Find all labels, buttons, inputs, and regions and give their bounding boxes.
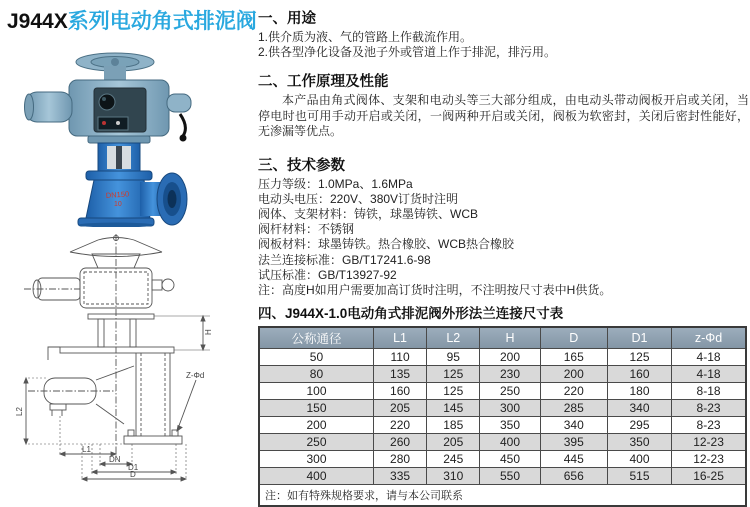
dim-label-zd: Z-Φd xyxy=(186,371,205,380)
table-cell: 245 xyxy=(427,451,480,468)
tech-line-pressure: 压力等级：1.0MPa、1.6MPa xyxy=(258,176,413,191)
section-usage-heading: 一、用途 xyxy=(258,11,316,27)
table-row xyxy=(259,434,746,451)
table-cell: 285 xyxy=(540,400,607,417)
table-cell: 250 xyxy=(259,434,373,451)
table-row xyxy=(259,349,746,366)
table-cell: 200 xyxy=(540,366,607,383)
table-cell: 250 xyxy=(480,383,540,400)
table-cell: 340 xyxy=(540,417,607,434)
table-cell: 310 xyxy=(427,468,480,485)
table-header-cell: L2 xyxy=(427,327,480,349)
section-principle-heading: 二、工作原理及性能 xyxy=(258,74,389,90)
tech-line-disc-material: 阀板材料：球墨铸铁。热合橡胶、WCB热合橡胶 xyxy=(258,237,514,252)
valve-photo-illustration xyxy=(22,32,197,227)
table-note: 注：如有特殊规格要求，请与本公司联系 xyxy=(259,485,746,507)
table-cell: 80 xyxy=(259,366,373,383)
dim-label-d1: D1 xyxy=(128,463,139,472)
table-cell: 340 xyxy=(607,400,671,417)
table-header-row xyxy=(259,327,746,349)
tech-line-flange-standard: 法兰连接标准：GB/T17241.6-98 xyxy=(258,252,431,267)
table-cell: 100 xyxy=(259,383,373,400)
dim-label-l1: L1 xyxy=(82,445,91,454)
table-row xyxy=(259,417,746,434)
table-cell: 205 xyxy=(373,400,426,417)
table-row xyxy=(259,383,746,400)
table-header-cell: 公称通径 xyxy=(259,327,373,349)
table-cell: 110 xyxy=(373,349,426,366)
table-cell: 515 xyxy=(607,468,671,485)
table-cell: 220 xyxy=(373,417,426,434)
table-cell: 160 xyxy=(373,383,426,400)
table-cell: 350 xyxy=(480,417,540,434)
dim-label-l2: L2 xyxy=(15,407,24,416)
section-table-heading: 四、J944X-1.0电动角式排泥阀外形法兰连接尺寸表 xyxy=(258,306,564,322)
table-cell: 220 xyxy=(540,383,607,400)
table-cell: 450 xyxy=(480,451,540,468)
body-marking-dn: DN150 xyxy=(105,189,130,200)
table-header-cell: D xyxy=(540,327,607,349)
table-cell: 350 xyxy=(607,434,671,451)
dimension-table-body xyxy=(259,349,746,485)
table-cell: 550 xyxy=(480,468,540,485)
tech-line-voltage: 电动头电压：220V、380V订货时注明 xyxy=(258,191,459,206)
table-cell: 125 xyxy=(427,383,480,400)
dimension-drawing xyxy=(4,228,222,483)
table-header-cell: L1 xyxy=(373,327,426,349)
principle-paragraph: 本产品由角式阀体、支架和电动头等三大部分组成，由电动头带动阀板开启或关闭，当停电时也可用手动开启或关闭，一阀两种开启或关闭，阀板为软密封，关闭后密封性能好，无渗漏等优点。 xyxy=(258,93,749,138)
content-column xyxy=(258,11,749,507)
table-cell: 656 xyxy=(540,468,607,485)
table-cell: 300 xyxy=(259,451,373,468)
table-cell: 400 xyxy=(259,468,373,485)
table-cell: 400 xyxy=(480,434,540,451)
table-cell: 95 xyxy=(427,349,480,366)
table-cell: 8-23 xyxy=(672,400,746,417)
table-cell: 400 xyxy=(607,451,671,468)
table-header-cell: z-Φd xyxy=(672,327,746,349)
tech-line-stem-material: 阀杆材料：不锈钢 xyxy=(258,222,355,237)
tech-line-test-standard: 试压标准：GB/T13927-92 xyxy=(258,267,397,282)
table-cell: 395 xyxy=(540,434,607,451)
page-title-model: J944X xyxy=(7,10,68,33)
table-cell: 230 xyxy=(480,366,540,383)
dim-label-dn: DN xyxy=(109,455,121,464)
table-cell: 300 xyxy=(480,400,540,417)
table-cell: 8-23 xyxy=(672,417,746,434)
table-cell: 8-18 xyxy=(672,383,746,400)
table-cell: 4-18 xyxy=(672,349,746,366)
table-cell: 160 xyxy=(607,366,671,383)
table-cell: 335 xyxy=(373,468,426,485)
page-title xyxy=(7,5,257,35)
table-cell: 445 xyxy=(540,451,607,468)
table-cell: 185 xyxy=(427,417,480,434)
table-row xyxy=(259,468,746,485)
table-cell: 205 xyxy=(427,434,480,451)
table-cell: 180 xyxy=(607,383,671,400)
tech-line-height-note: 注：高度H如用户需要加高订货时注明，不注明按尺寸表中H供货。 xyxy=(258,282,612,297)
indicator-dial xyxy=(99,94,115,110)
product-photo xyxy=(22,32,197,227)
table-cell: 165 xyxy=(540,349,607,366)
table-row xyxy=(259,366,746,383)
table-cell: 260 xyxy=(373,434,426,451)
dim-label-h: H xyxy=(204,329,213,335)
page-title-series: 系列电动角式排泥阀 xyxy=(67,10,257,33)
usage-item-1: 1.供介质为液、气的管路上作截流作用。 xyxy=(258,30,473,44)
table-cell: 200 xyxy=(259,417,373,434)
table-cell: 12-23 xyxy=(672,434,746,451)
table-cell: 16-25 xyxy=(672,468,746,485)
table-cell: 145 xyxy=(427,400,480,417)
clutch-lever xyxy=(180,114,185,136)
table-cell: 12-23 xyxy=(672,451,746,468)
dimension-table xyxy=(258,326,747,507)
table-header-cell: H xyxy=(480,327,540,349)
dimension-table-head xyxy=(259,327,746,349)
valve-outline-drawing xyxy=(4,228,222,483)
dim-label-d: D xyxy=(130,470,136,479)
table-header-cell: D1 xyxy=(607,327,671,349)
usage-item-2: 2.供各型净化设备及池子外或管道上作于排泥，排污用。 xyxy=(258,45,557,59)
table-cell: 135 xyxy=(373,366,426,383)
table-cell: 50 xyxy=(259,349,373,366)
table-cell: 150 xyxy=(259,400,373,417)
table-row xyxy=(259,451,746,468)
table-cell: 200 xyxy=(480,349,540,366)
table-cell: 295 xyxy=(607,417,671,434)
table-cell: 4-18 xyxy=(672,366,746,383)
table-row xyxy=(259,400,746,417)
tech-line-body-material: 阀体、支架材料：铸铁，球墨铸铁、WCB xyxy=(258,206,478,221)
section-tech-heading: 三、技术参数 xyxy=(258,157,345,174)
table-note-row xyxy=(259,485,746,507)
table-cell: 125 xyxy=(427,366,480,383)
table-cell: 125 xyxy=(607,349,671,366)
body-marking-pn: 10 xyxy=(114,201,122,208)
table-cell: 280 xyxy=(373,451,426,468)
